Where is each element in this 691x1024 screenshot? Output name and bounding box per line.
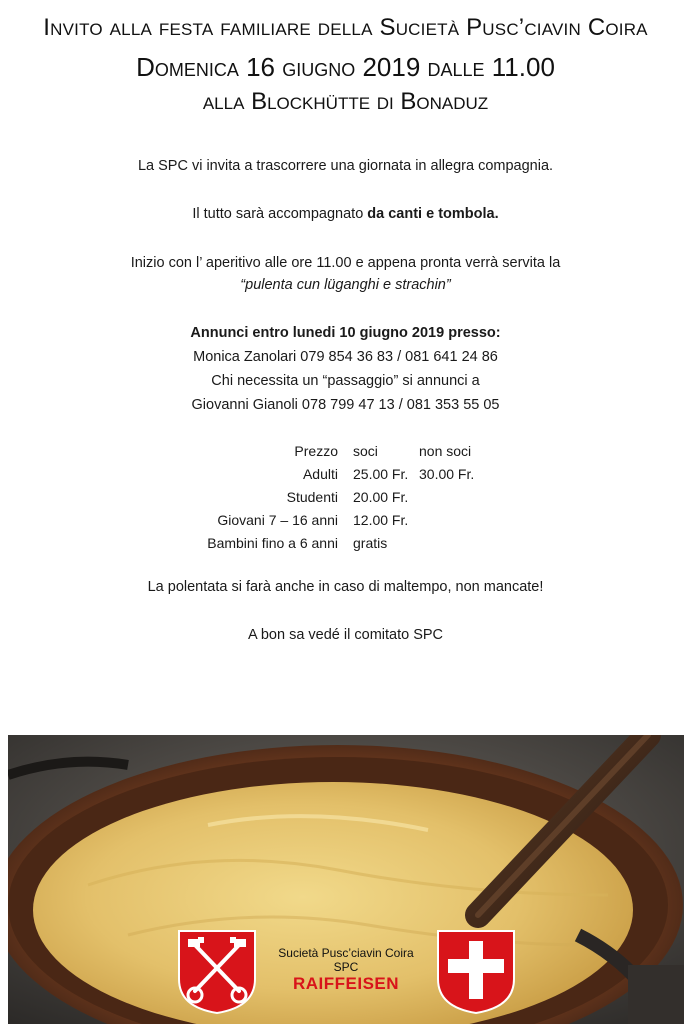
society-logo-text	[258, 946, 434, 994]
raiffeisen-logo: RAIFFEISEN	[292, 974, 400, 993]
price-members: 25.00 Fr.	[353, 466, 409, 482]
intro-text: La SPC vi invita a trascorrere una giornata in allegra compagnia.	[137, 158, 554, 174]
price-nonmembers	[419, 486, 499, 509]
price-header-members: soci	[353, 443, 378, 459]
price-header-row	[190, 440, 520, 463]
ride-request-text: Chi necessita un “passaggio” si annunci a	[211, 373, 480, 389]
closing-greeting: A bon sa vedé il comitato SPC	[247, 627, 444, 643]
society-abbreviation: SPC	[333, 960, 359, 974]
price-row	[190, 486, 520, 509]
entertainment-highlight: da canti e tombola.	[367, 206, 499, 222]
price-table	[190, 440, 520, 555]
price-row	[190, 509, 520, 532]
entertainment-text	[0, 203, 691, 225]
price-category: Studenti	[286, 489, 338, 505]
price-members: gratis	[353, 535, 388, 551]
price-nonmembers: 30.00 Fr.	[419, 466, 475, 482]
price-members: 12.00 Fr.	[353, 512, 409, 528]
invitation-title: Invito alla festa familiare della Sucietà Pusc’ciavin Coira	[43, 14, 648, 41]
weather-note: La polentata si farà anche in caso di maltempo, non mancate!	[147, 579, 544, 595]
price-header-label: Prezzo	[294, 443, 338, 459]
entertainment-prefix: Il tutto sarà accompagnato	[192, 206, 368, 222]
dish-name: “pulenta cun lüganghi e strachin”	[240, 277, 451, 293]
cross-coat-of-arms	[436, 929, 516, 1015]
price-members: 20.00 Fr.	[353, 489, 409, 505]
registration-deadline: Annunci entro lunedi 10 giugno 2019 presso:	[190, 325, 501, 341]
price-nonmembers	[419, 509, 499, 532]
price-nonmembers	[419, 532, 499, 555]
event-location: alla Blockhütte di Bonaduz	[202, 88, 489, 115]
contact-monica: Monica Zanolari 079 854 36 83 / 081 641 24 86	[193, 349, 498, 365]
price-row	[190, 463, 520, 486]
price-category: Adulti	[302, 466, 338, 482]
start-text: Inizio con l’ aperitivo alle ore 11.00 e appena pronta verrà servita la	[130, 255, 561, 271]
price-header-nonmembers: non soci	[419, 443, 472, 459]
event-date: Domenica 16 giugno 2019 dalle 11.00	[136, 52, 555, 82]
price-category: Bambini fino a 6 anni	[207, 535, 338, 551]
contact-giovanni: Giovanni Gianoli 078 799 47 13 / 081 353 55 05	[191, 397, 500, 413]
society-name: Sucietà Pusc’ciavin Coira	[278, 946, 414, 960]
price-row	[190, 532, 520, 555]
keys-coat-of-arms	[177, 929, 257, 1015]
price-category: Giovani 7 – 16 anni	[217, 512, 338, 528]
